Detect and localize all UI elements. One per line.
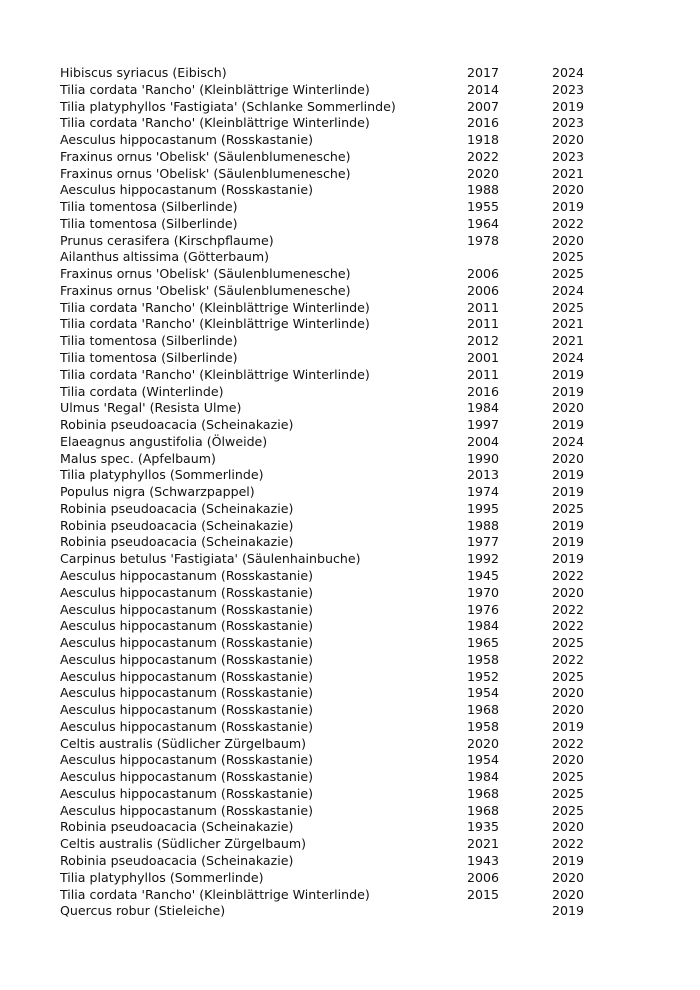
table-row [60,518,600,535]
species-cell: Aesculus hippocastanum (Rosskastanie) [60,802,313,818]
survey-year-cell: 2022 [552,215,585,231]
table-row [60,853,600,870]
table-row [60,434,600,451]
planting-year-cell: 1964 [467,215,500,231]
species-cell: Tilia tomentosa (Silberlinde) [60,350,238,366]
table-row [60,233,600,250]
table-row [60,752,600,769]
table-row [60,115,600,132]
planting-year-cell: 1954 [467,685,500,701]
species-cell: Aesculus hippocastanum (Rosskastanie) [60,182,313,198]
species-cell: Fraxinus ornus 'Obelisk' (Säulenblumenesche) [60,165,351,181]
table-row [60,769,600,786]
species-cell: Tilia cordata 'Rancho' (Kleinblättrige Winterlinde) [60,299,370,315]
table-row [60,333,600,350]
survey-year-cell: 2020 [552,400,585,416]
survey-year-cell: 2020 [552,819,585,835]
species-cell: Fraxinus ornus 'Obelisk' (Säulenblumenesche) [60,148,351,164]
table-row [60,384,600,401]
planting-year-cell: 2011 [467,299,500,315]
table-row [60,350,600,367]
survey-year-cell: 2025 [552,299,585,315]
table-row [60,870,600,887]
species-cell: Celtis australis (Südlicher Zürgelbaum) [60,735,307,751]
species-cell: Tilia platyphyllos 'Fastigiata' (Schlanke Sommerlinde) [60,98,396,114]
species-cell: Ailanthus altissima (Götterbaum) [60,249,270,265]
table-row [60,903,600,920]
planting-year-cell: 2016 [467,383,500,399]
planting-year-cell: 2020 [467,735,500,751]
survey-year-cell: 2019 [552,467,585,483]
planting-year-cell: 1997 [467,417,500,433]
planting-year-cell: 1955 [467,199,500,215]
survey-year-cell: 2020 [552,232,585,248]
table-row [60,652,600,669]
table-row [60,417,600,434]
table-row [60,132,600,149]
planting-year-cell: 2015 [467,886,500,902]
species-cell: Aesculus hippocastanum (Rosskastanie) [60,685,313,701]
survey-year-cell: 2023 [552,81,585,97]
species-cell: Aesculus hippocastanum (Rosskastanie) [60,635,313,651]
planting-year-cell: 1954 [467,752,500,768]
table-row [60,82,600,99]
species-cell: Aesculus hippocastanum (Rosskastanie) [60,668,313,684]
survey-year-cell: 2020 [552,132,585,148]
planting-year-cell: 1974 [467,484,500,500]
planting-year-cell: 2022 [467,148,500,164]
survey-year-cell: 2025 [552,635,585,651]
species-cell: Tilia tomentosa (Silberlinde) [60,199,238,215]
species-cell: Quercus robur (Stieleiche) [60,903,226,919]
table-row [60,199,600,216]
survey-year-cell: 2022 [552,618,585,634]
table-row [60,300,600,317]
species-cell: Aesculus hippocastanum (Rosskastanie) [60,752,313,768]
survey-year-cell: 2019 [552,366,585,382]
survey-year-cell: 2019 [552,852,585,868]
survey-year-cell: 2019 [552,383,585,399]
planting-year-cell: 1943 [467,852,500,868]
survey-year-cell: 2024 [552,350,585,366]
planting-year-cell: 2006 [467,282,500,298]
survey-year-cell: 2019 [552,534,585,550]
survey-year-cell: 2021 [552,165,585,181]
planting-year-cell: 1965 [467,635,500,651]
species-cell: Elaeagnus angustifolia (Ölweide) [60,433,268,449]
species-cell: Robinia pseudoacacia (Scheinakazie) [60,819,294,835]
survey-year-cell: 2025 [552,785,585,801]
planting-year-cell: 2006 [467,266,500,282]
planting-year-cell: 1976 [467,601,500,617]
species-cell: Aesculus hippocastanum (Rosskastanie) [60,567,313,583]
planting-year-cell: 1992 [467,551,500,567]
planting-year-cell: 2017 [467,65,500,80]
survey-year-cell: 2023 [552,148,585,164]
species-cell: Tilia platyphyllos (Sommerlinde) [60,869,264,885]
table-row [60,534,600,551]
planting-year-cell: 1977 [467,534,500,550]
species-cell: Hibiscus syriacus (Eibisch) [60,65,227,80]
table-row [60,551,600,568]
survey-year-cell: 2022 [552,836,585,852]
planting-year-cell: 1958 [467,718,500,734]
species-cell: Aesculus hippocastanum (Rosskastanie) [60,702,313,718]
survey-year-cell: 2020 [552,869,585,885]
survey-year-cell: 2019 [552,718,585,734]
planting-year-cell: 1958 [467,651,500,667]
table-row [60,367,600,384]
table-row [60,602,600,619]
survey-year-cell: 2025 [552,668,585,684]
planting-year-cell: 2001 [467,350,500,366]
species-cell: Aesculus hippocastanum (Rosskastanie) [60,584,313,600]
planting-year-cell: 1984 [467,400,500,416]
survey-year-cell: 2019 [552,551,585,567]
species-cell: Tilia tomentosa (Silberlinde) [60,333,238,349]
table-row [60,669,600,686]
survey-year-cell: 2024 [552,65,585,80]
table-row [60,451,600,468]
species-cell: Tilia cordata 'Rancho' (Kleinblättrige Winterlinde) [60,886,370,902]
table-row [60,618,600,635]
species-cell: Aesculus hippocastanum (Rosskastanie) [60,651,313,667]
table-row [60,635,600,652]
species-cell: Fraxinus ornus 'Obelisk' (Säulenblumenesche) [60,282,351,298]
planting-year-cell: 1945 [467,567,500,583]
planting-year-cell: 2020 [467,165,500,181]
survey-year-cell: 2019 [552,417,585,433]
planting-year-cell: 1952 [467,668,500,684]
species-cell: Aesculus hippocastanum (Rosskastanie) [60,618,313,634]
survey-year-cell: 2019 [552,903,585,919]
planting-year-cell: 2011 [467,366,500,382]
species-cell: Malus spec. (Apfelbaum) [60,450,216,466]
table-row [60,249,600,266]
table-row [60,216,600,233]
species-cell: Aesculus hippocastanum (Rosskastanie) [60,769,313,785]
species-cell: Robinia pseudoacacia (Scheinakazie) [60,517,294,533]
species-cell: Celtis australis (Südlicher Zürgelbaum) [60,836,307,852]
survey-year-cell: 2022 [552,735,585,751]
survey-year-cell: 2025 [552,802,585,818]
species-cell: Populus nigra (Schwarzpappel) [60,484,255,500]
table-row [60,166,600,183]
survey-year-cell: 2020 [552,886,585,902]
table-row [60,316,600,333]
table-row [60,266,600,283]
survey-year-cell: 2025 [552,500,585,516]
planting-year-cell: 1978 [467,232,500,248]
planting-year-cell: 1988 [467,517,500,533]
planting-year-cell: 2016 [467,115,500,131]
species-cell: Tilia cordata 'Rancho' (Kleinblättrige Winterlinde) [60,316,370,332]
survey-year-cell: 2025 [552,266,585,282]
planting-year-cell: 1968 [467,785,500,801]
planting-year-cell: 2006 [467,869,500,885]
table-row [60,585,600,602]
table-row [60,400,600,417]
planting-year-cell: 2014 [467,81,500,97]
planting-year-cell: 1970 [467,584,500,600]
tree-list-table [60,65,600,920]
species-cell: Tilia cordata 'Rancho' (Kleinblättrige Winterlinde) [60,366,370,382]
survey-year-cell: 2020 [552,182,585,198]
planting-year-cell: 2012 [467,333,500,349]
table-row [60,819,600,836]
planting-year-cell: 2004 [467,433,500,449]
planting-year-cell: 1935 [467,819,500,835]
survey-year-cell: 2024 [552,282,585,298]
table-row [60,283,600,300]
survey-year-cell: 2021 [552,333,585,349]
survey-year-cell: 2020 [552,584,585,600]
survey-year-cell: 2019 [552,484,585,500]
species-cell: Tilia cordata 'Rancho' (Kleinblättrige Winterlinde) [60,115,370,131]
species-cell: Carpinus betulus 'Fastigiata' (Säulenhainbuche) [60,551,361,567]
survey-year-cell: 2022 [552,567,585,583]
survey-year-cell: 2024 [552,433,585,449]
table-row [60,685,600,702]
planting-year-cell: 2007 [467,98,500,114]
table-row [60,568,600,585]
survey-year-cell: 2020 [552,450,585,466]
table-row [60,99,600,116]
survey-year-cell: 2019 [552,517,585,533]
planting-year-cell: 2021 [467,836,500,852]
species-cell: Aesculus hippocastanum (Rosskastanie) [60,132,313,148]
table-row [60,702,600,719]
species-cell: Prunus cerasifera (Kirschpflaume) [60,232,274,248]
species-cell: Ulmus 'Regal' (Resista Ulme) [60,400,242,416]
survey-year-cell: 2025 [552,769,585,785]
table-row [60,803,600,820]
species-cell: Robinia pseudoacacia (Scheinakazie) [60,417,294,433]
survey-year-cell: 2020 [552,752,585,768]
table-row [60,467,600,484]
planting-year-cell: 2011 [467,316,500,332]
planting-year-cell: 1968 [467,702,500,718]
planting-year-cell: 1918 [467,132,500,148]
table-row [60,887,600,904]
survey-year-cell: 2022 [552,651,585,667]
survey-year-cell: 2019 [552,199,585,215]
table-row [60,501,600,518]
species-cell: Robinia pseudoacacia (Scheinakazie) [60,500,294,516]
species-cell: Tilia cordata 'Rancho' (Kleinblättrige Winterlinde) [60,81,370,97]
planting-year-cell: 1968 [467,802,500,818]
species-cell: Aesculus hippocastanum (Rosskastanie) [60,718,313,734]
survey-year-cell: 2022 [552,601,585,617]
planting-year-cell: 1995 [467,500,500,516]
species-cell: Fraxinus ornus 'Obelisk' (Säulenblumenesche) [60,266,351,282]
survey-year-cell: 2020 [552,702,585,718]
table-row [60,65,600,82]
table-row [60,484,600,501]
species-cell: Aesculus hippocastanum (Rosskastanie) [60,601,313,617]
species-cell: Tilia tomentosa (Silberlinde) [60,215,238,231]
table-row [60,786,600,803]
survey-year-cell: 2021 [552,316,585,332]
species-cell: Robinia pseudoacacia (Scheinakazie) [60,534,294,550]
survey-year-cell: 2025 [552,249,585,265]
planting-year-cell: 1984 [467,618,500,634]
species-cell: Tilia platyphyllos (Sommerlinde) [60,467,264,483]
table-row [60,736,600,753]
species-cell: Aesculus hippocastanum (Rosskastanie) [60,785,313,801]
table-row [60,719,600,736]
planting-year-cell: 1988 [467,182,500,198]
species-cell: Robinia pseudoacacia (Scheinakazie) [60,852,294,868]
species-cell: Tilia cordata (Winterlinde) [60,383,224,399]
table-row [60,149,600,166]
planting-year-cell: 2013 [467,467,500,483]
table-row [60,836,600,853]
survey-year-cell: 2019 [552,98,585,114]
survey-year-cell: 2020 [552,685,585,701]
table-row [60,182,600,199]
survey-year-cell: 2023 [552,115,585,131]
planting-year-cell: 1984 [467,769,500,785]
planting-year-cell: 1990 [467,450,500,466]
